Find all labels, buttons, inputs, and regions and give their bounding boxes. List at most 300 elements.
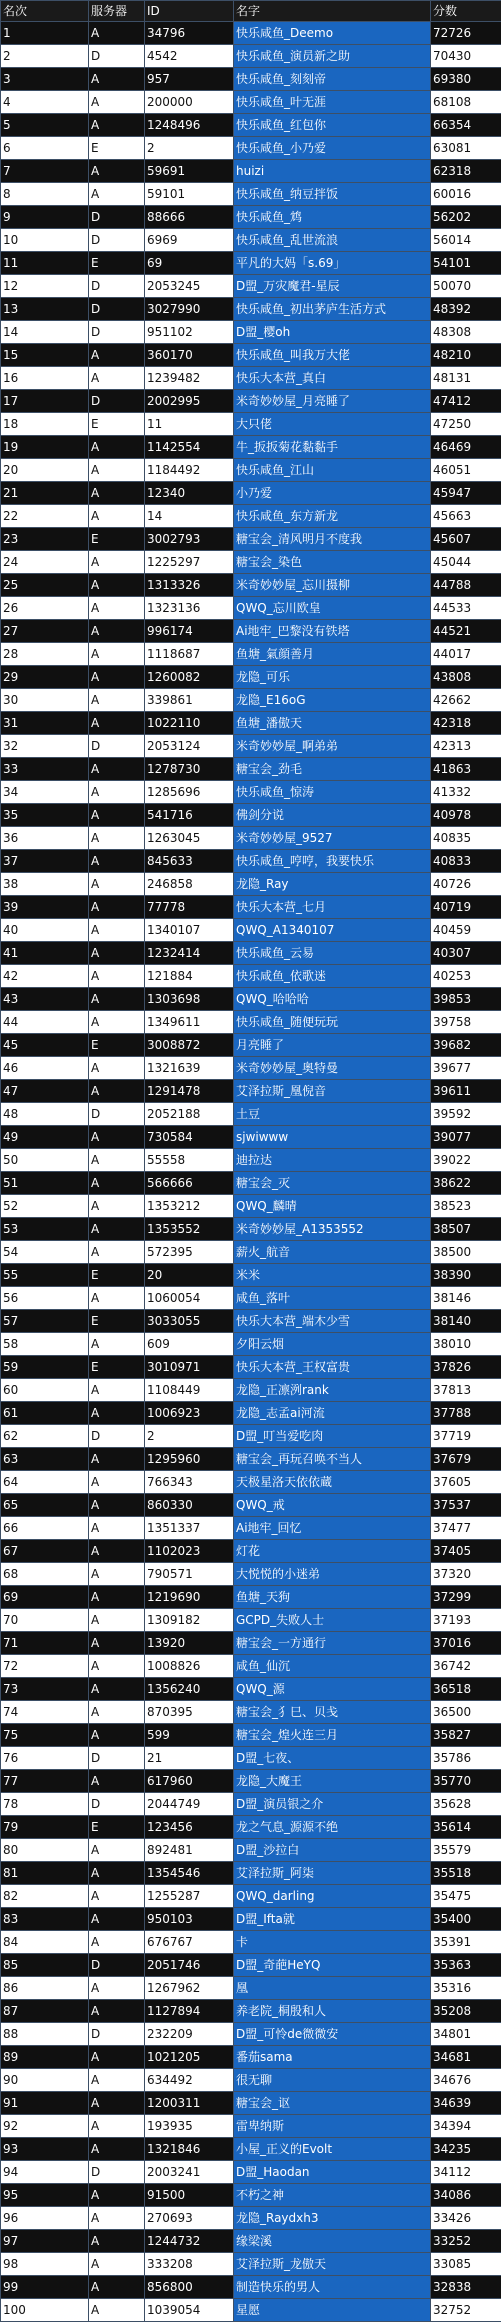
table-row bbox=[1, 2161, 501, 2184]
id-cell: 246858 bbox=[145, 873, 234, 896]
server-cell: A bbox=[89, 183, 145, 206]
score-cell: 34394 bbox=[431, 2115, 501, 2138]
table-row bbox=[1, 758, 501, 781]
rank-cell: 9 bbox=[1, 206, 89, 229]
score-cell: 40835 bbox=[431, 827, 501, 850]
id-cell: 1039054 bbox=[145, 2299, 234, 2322]
rank-cell: 97 bbox=[1, 2230, 89, 2253]
id-cell: 609 bbox=[145, 1333, 234, 1356]
header-name: 名字 bbox=[234, 1, 431, 22]
id-cell: 77778 bbox=[145, 896, 234, 919]
score-cell: 38523 bbox=[431, 1195, 501, 1218]
score-cell: 38507 bbox=[431, 1218, 501, 1241]
name-cell: Ai地牢_回忆 bbox=[234, 1517, 431, 1540]
rank-cell: 79 bbox=[1, 1816, 89, 1839]
score-cell: 35786 bbox=[431, 1747, 501, 1770]
id-cell: 3008872 bbox=[145, 1034, 234, 1057]
id-cell: 12340 bbox=[145, 482, 234, 505]
name-cell: 艾泽拉斯_阿柒 bbox=[234, 1862, 431, 1885]
rank-cell: 12 bbox=[1, 275, 89, 298]
score-cell: 34112 bbox=[431, 2161, 501, 2184]
rank-cell: 32 bbox=[1, 735, 89, 758]
id-cell: 1108449 bbox=[145, 1379, 234, 1402]
rank-cell: 6 bbox=[1, 137, 89, 160]
score-cell: 47412 bbox=[431, 390, 501, 413]
name-cell: 龙隐_大魔王 bbox=[234, 1770, 431, 1793]
table-row bbox=[1, 942, 501, 965]
score-cell: 37826 bbox=[431, 1356, 501, 1379]
rank-cell: 22 bbox=[1, 505, 89, 528]
name-cell: 快乐咸鱼_鸩 bbox=[234, 206, 431, 229]
id-cell: 1353212 bbox=[145, 1195, 234, 1218]
table-row bbox=[1, 712, 501, 735]
table-row bbox=[1, 1402, 501, 1425]
table-row bbox=[1, 827, 501, 850]
id-cell: 13920 bbox=[145, 1632, 234, 1655]
rank-cell: 80 bbox=[1, 1839, 89, 1862]
server-cell: A bbox=[89, 1724, 145, 1747]
rank-cell: 29 bbox=[1, 666, 89, 689]
id-cell: 1118687 bbox=[145, 643, 234, 666]
server-cell: A bbox=[89, 873, 145, 896]
server-cell: A bbox=[89, 1678, 145, 1701]
server-cell: A bbox=[89, 1931, 145, 1954]
score-cell: 37605 bbox=[431, 1471, 501, 1494]
table-row bbox=[1, 850, 501, 873]
rank-cell: 38 bbox=[1, 873, 89, 896]
score-cell: 37016 bbox=[431, 1632, 501, 1655]
score-cell: 39677 bbox=[431, 1057, 501, 1080]
id-cell: 2052188 bbox=[145, 1103, 234, 1126]
name-cell: 星愿 bbox=[234, 2299, 431, 2322]
id-cell: 193935 bbox=[145, 2115, 234, 2138]
rank-cell: 93 bbox=[1, 2138, 89, 2161]
rank-cell: 71 bbox=[1, 1632, 89, 1655]
id-cell: 1184492 bbox=[145, 459, 234, 482]
name-cell: 很无聊 bbox=[234, 2069, 431, 2092]
score-cell: 38390 bbox=[431, 1264, 501, 1287]
table-row bbox=[1, 1034, 501, 1057]
rank-cell: 64 bbox=[1, 1471, 89, 1494]
table-row bbox=[1, 275, 501, 298]
id-cell: 2003241 bbox=[145, 2161, 234, 2184]
name-cell: QWQ_A1340107 bbox=[234, 919, 431, 942]
table-row bbox=[1, 2115, 501, 2138]
id-cell: 1142554 bbox=[145, 436, 234, 459]
rank-cell: 21 bbox=[1, 482, 89, 505]
name-cell: 快乐咸鱼_乱世流浪 bbox=[234, 229, 431, 252]
name-cell: 米奇妙妙屋_9527 bbox=[234, 827, 431, 850]
table-row bbox=[1, 1494, 501, 1517]
score-cell: 40726 bbox=[431, 873, 501, 896]
id-cell: 1291478 bbox=[145, 1080, 234, 1103]
name-cell: D盟_叮当爱吃肉 bbox=[234, 1425, 431, 1448]
rank-cell: 51 bbox=[1, 1172, 89, 1195]
server-cell: A bbox=[89, 919, 145, 942]
id-cell: 88666 bbox=[145, 206, 234, 229]
table-row bbox=[1, 1540, 501, 1563]
server-cell: A bbox=[89, 574, 145, 597]
table-row bbox=[1, 1701, 501, 1724]
name-cell: 糖宝会_灭 bbox=[234, 1172, 431, 1195]
server-cell: D bbox=[89, 321, 145, 344]
id-cell: 1309182 bbox=[145, 1609, 234, 1632]
server-cell: A bbox=[89, 114, 145, 137]
id-cell: 766343 bbox=[145, 1471, 234, 1494]
rank-cell: 35 bbox=[1, 804, 89, 827]
rank-cell: 90 bbox=[1, 2069, 89, 2092]
score-cell: 40719 bbox=[431, 896, 501, 919]
id-cell: 3010971 bbox=[145, 1356, 234, 1379]
server-cell: E bbox=[89, 1264, 145, 1287]
table-row bbox=[1, 1356, 501, 1379]
id-cell: 730584 bbox=[145, 1126, 234, 1149]
server-cell: A bbox=[89, 1333, 145, 1356]
rank-cell: 1 bbox=[1, 22, 89, 45]
score-cell: 36518 bbox=[431, 1678, 501, 1701]
server-cell: A bbox=[89, 689, 145, 712]
name-cell: D盟_樱oh bbox=[234, 321, 431, 344]
table-row bbox=[1, 206, 501, 229]
server-cell: A bbox=[89, 2138, 145, 2161]
server-cell: E bbox=[89, 413, 145, 436]
score-cell: 38010 bbox=[431, 1333, 501, 1356]
table-row bbox=[1, 1103, 501, 1126]
score-cell: 41332 bbox=[431, 781, 501, 804]
table-row bbox=[1, 390, 501, 413]
name-cell: 夕阳云烟 bbox=[234, 1333, 431, 1356]
rank-cell: 54 bbox=[1, 1241, 89, 1264]
id-cell: 1349611 bbox=[145, 1011, 234, 1034]
server-cell: A bbox=[89, 1977, 145, 2000]
id-cell: 59691 bbox=[145, 160, 234, 183]
score-cell: 35391 bbox=[431, 1931, 501, 1954]
rank-cell: 98 bbox=[1, 2253, 89, 2276]
id-cell: 2044749 bbox=[145, 1793, 234, 1816]
id-cell: 1239482 bbox=[145, 367, 234, 390]
server-cell: A bbox=[89, 2092, 145, 2115]
id-cell: 1356240 bbox=[145, 1678, 234, 1701]
table-row bbox=[1, 1172, 501, 1195]
id-cell: 6969 bbox=[145, 229, 234, 252]
name-cell: 快乐咸鱼_红包你 bbox=[234, 114, 431, 137]
id-cell: 20 bbox=[145, 1264, 234, 1287]
score-cell: 50070 bbox=[431, 275, 501, 298]
score-cell: 48392 bbox=[431, 298, 501, 321]
score-cell: 68108 bbox=[431, 91, 501, 114]
name-cell: 米奇妙妙屋_啊弟弟 bbox=[234, 735, 431, 758]
rank-cell: 74 bbox=[1, 1701, 89, 1724]
table-row bbox=[1, 1609, 501, 1632]
name-cell: 番茄sama bbox=[234, 2046, 431, 2069]
table-row bbox=[1, 1954, 501, 1977]
score-cell: 35614 bbox=[431, 1816, 501, 1839]
score-cell: 45663 bbox=[431, 505, 501, 528]
rank-cell: 24 bbox=[1, 551, 89, 574]
server-cell: A bbox=[89, 1632, 145, 1655]
id-cell: 950103 bbox=[145, 1908, 234, 1931]
rank-cell: 27 bbox=[1, 620, 89, 643]
name-cell: 糖宝会_犭巳、贝戋 bbox=[234, 1701, 431, 1724]
name-cell: 快乐咸鱼_依歌迷 bbox=[234, 965, 431, 988]
name-cell: QWQ_麟晴 bbox=[234, 1195, 431, 1218]
table-row bbox=[1, 367, 501, 390]
server-cell: A bbox=[89, 1770, 145, 1793]
server-cell: A bbox=[89, 988, 145, 1011]
rank-cell: 99 bbox=[1, 2276, 89, 2299]
score-cell: 44017 bbox=[431, 643, 501, 666]
id-cell: 892481 bbox=[145, 1839, 234, 1862]
rank-cell: 42 bbox=[1, 965, 89, 988]
name-cell: 快乐咸鱼_随便玩玩 bbox=[234, 1011, 431, 1034]
server-cell: A bbox=[89, 850, 145, 873]
name-cell: QWQ_戒 bbox=[234, 1494, 431, 1517]
id-cell: 1248496 bbox=[145, 114, 234, 137]
id-cell: 1244732 bbox=[145, 2230, 234, 2253]
name-cell: 咸鱼_仙沉 bbox=[234, 1655, 431, 1678]
score-cell: 34086 bbox=[431, 2184, 501, 2207]
id-cell: 676767 bbox=[145, 1931, 234, 1954]
rank-cell: 48 bbox=[1, 1103, 89, 1126]
rank-cell: 94 bbox=[1, 2161, 89, 2184]
rank-cell: 92 bbox=[1, 2115, 89, 2138]
score-cell: 39592 bbox=[431, 1103, 501, 1126]
server-cell: A bbox=[89, 2299, 145, 2322]
id-cell: 790571 bbox=[145, 1563, 234, 1586]
score-cell: 47250 bbox=[431, 413, 501, 436]
name-cell: 快乐咸鱼_东方新龙 bbox=[234, 505, 431, 528]
id-cell: 951102 bbox=[145, 321, 234, 344]
score-cell: 60016 bbox=[431, 183, 501, 206]
server-cell: A bbox=[89, 1517, 145, 1540]
table-row bbox=[1, 1218, 501, 1241]
id-cell: 1313326 bbox=[145, 574, 234, 597]
server-cell: A bbox=[89, 482, 145, 505]
rank-cell: 26 bbox=[1, 597, 89, 620]
id-cell: 3033055 bbox=[145, 1310, 234, 1333]
score-cell: 37320 bbox=[431, 1563, 501, 1586]
table-row bbox=[1, 68, 501, 91]
rank-cell: 50 bbox=[1, 1149, 89, 1172]
table-row bbox=[1, 1908, 501, 1931]
id-cell: 1060054 bbox=[145, 1287, 234, 1310]
id-cell: 59101 bbox=[145, 183, 234, 206]
id-cell: 566666 bbox=[145, 1172, 234, 1195]
name-cell: 小乃爱 bbox=[234, 482, 431, 505]
table-row bbox=[1, 2092, 501, 2115]
table-row bbox=[1, 1724, 501, 1747]
score-cell: 34639 bbox=[431, 2092, 501, 2115]
table-row bbox=[1, 413, 501, 436]
score-cell: 35827 bbox=[431, 1724, 501, 1747]
name-cell: 糖宝会_煌火连三月 bbox=[234, 1724, 431, 1747]
table-row bbox=[1, 505, 501, 528]
name-cell: 龙隐_正凛洌rank bbox=[234, 1379, 431, 1402]
rank-cell: 77 bbox=[1, 1770, 89, 1793]
table-row bbox=[1, 1126, 501, 1149]
rank-cell: 45 bbox=[1, 1034, 89, 1057]
id-cell: 121884 bbox=[145, 965, 234, 988]
id-cell: 860330 bbox=[145, 1494, 234, 1517]
score-cell: 40459 bbox=[431, 919, 501, 942]
name-cell: 快乐咸鱼_叶无涯 bbox=[234, 91, 431, 114]
name-cell: 雷卑纳斯 bbox=[234, 2115, 431, 2138]
rank-cell: 8 bbox=[1, 183, 89, 206]
table-row bbox=[1, 988, 501, 1011]
name-cell: 快乐大本营_端木少雪 bbox=[234, 1310, 431, 1333]
table-row bbox=[1, 1310, 501, 1333]
table-row bbox=[1, 1885, 501, 1908]
rank-cell: 7 bbox=[1, 160, 89, 183]
score-cell: 39682 bbox=[431, 1034, 501, 1057]
name-cell: 牛_扳扳菊花黏黏手 bbox=[234, 436, 431, 459]
rank-cell: 15 bbox=[1, 344, 89, 367]
server-cell: A bbox=[89, 344, 145, 367]
rank-cell: 5 bbox=[1, 114, 89, 137]
name-cell: 灯花 bbox=[234, 1540, 431, 1563]
id-cell: 1263045 bbox=[145, 827, 234, 850]
server-cell: E bbox=[89, 1310, 145, 1333]
score-cell: 44788 bbox=[431, 574, 501, 597]
rank-cell: 16 bbox=[1, 367, 89, 390]
table-row bbox=[1, 2276, 501, 2299]
score-cell: 70430 bbox=[431, 45, 501, 68]
table-row bbox=[1, 1241, 501, 1264]
table-row bbox=[1, 965, 501, 988]
server-cell: A bbox=[89, 597, 145, 620]
score-cell: 56202 bbox=[431, 206, 501, 229]
table-row bbox=[1, 1379, 501, 1402]
score-cell: 35579 bbox=[431, 1839, 501, 1862]
id-cell: 1260082 bbox=[145, 666, 234, 689]
score-cell: 48131 bbox=[431, 367, 501, 390]
server-cell: A bbox=[89, 781, 145, 804]
id-cell: 360170 bbox=[145, 344, 234, 367]
id-cell: 1127894 bbox=[145, 2000, 234, 2023]
name-cell: D盟_演员银之介 bbox=[234, 1793, 431, 1816]
name-cell: QWQ_忘川欧皇 bbox=[234, 597, 431, 620]
score-cell: 35208 bbox=[431, 2000, 501, 2023]
header-rank: 名次 bbox=[1, 1, 89, 22]
name-cell: 快乐大本营_七月 bbox=[234, 896, 431, 919]
score-cell: 37788 bbox=[431, 1402, 501, 1425]
rank-cell: 43 bbox=[1, 988, 89, 1011]
id-cell: 3002793 bbox=[145, 528, 234, 551]
table-row bbox=[1, 22, 501, 45]
score-cell: 42318 bbox=[431, 712, 501, 735]
server-cell: A bbox=[89, 1586, 145, 1609]
name-cell: 龙隐_Raydxh3 bbox=[234, 2207, 431, 2230]
name-cell: 快乐大本营_真白 bbox=[234, 367, 431, 390]
score-cell: 35363 bbox=[431, 1954, 501, 1977]
id-cell: 2053245 bbox=[145, 275, 234, 298]
id-cell: 69 bbox=[145, 252, 234, 275]
table-row bbox=[1, 597, 501, 620]
table-row bbox=[1, 643, 501, 666]
server-cell: A bbox=[89, 22, 145, 45]
table-row bbox=[1, 482, 501, 505]
table-row bbox=[1, 781, 501, 804]
server-cell: A bbox=[89, 367, 145, 390]
score-cell: 39853 bbox=[431, 988, 501, 1011]
score-cell: 56014 bbox=[431, 229, 501, 252]
rank-cell: 13 bbox=[1, 298, 89, 321]
score-cell: 44521 bbox=[431, 620, 501, 643]
score-cell: 43808 bbox=[431, 666, 501, 689]
server-cell: A bbox=[89, 1701, 145, 1724]
server-cell: A bbox=[89, 666, 145, 689]
id-cell: 2002995 bbox=[145, 390, 234, 413]
server-cell: A bbox=[89, 2184, 145, 2207]
name-cell: 糖宝会_清风明月不度我 bbox=[234, 528, 431, 551]
server-cell: D bbox=[89, 45, 145, 68]
id-cell: 1200311 bbox=[145, 2092, 234, 2115]
server-cell: A bbox=[89, 2115, 145, 2138]
name-cell: D盟_可怜de微微安 bbox=[234, 2023, 431, 2046]
name-cell: D盟_Ifta就 bbox=[234, 1908, 431, 1931]
id-cell: 1008826 bbox=[145, 1655, 234, 1678]
server-cell: D bbox=[89, 206, 145, 229]
id-cell: 845633 bbox=[145, 850, 234, 873]
id-cell: 1267962 bbox=[145, 1977, 234, 2000]
server-cell: A bbox=[89, 643, 145, 666]
table-row bbox=[1, 91, 501, 114]
score-cell: 35400 bbox=[431, 1908, 501, 1931]
name-cell: QWQ_源 bbox=[234, 1678, 431, 1701]
id-cell: 14 bbox=[145, 505, 234, 528]
rank-cell: 72 bbox=[1, 1655, 89, 1678]
score-cell: 37405 bbox=[431, 1540, 501, 1563]
table-row bbox=[1, 183, 501, 206]
table-row bbox=[1, 735, 501, 758]
name-cell: 迪拉达 bbox=[234, 1149, 431, 1172]
name-cell: 大悦悦的小迷弟 bbox=[234, 1563, 431, 1586]
rank-cell: 96 bbox=[1, 2207, 89, 2230]
score-cell: 69380 bbox=[431, 68, 501, 91]
id-cell: 1303698 bbox=[145, 988, 234, 1011]
rank-cell: 14 bbox=[1, 321, 89, 344]
id-cell: 339861 bbox=[145, 689, 234, 712]
table-row bbox=[1, 1333, 501, 1356]
score-cell: 36500 bbox=[431, 1701, 501, 1724]
id-cell: 1354546 bbox=[145, 1862, 234, 1885]
table-row bbox=[1, 873, 501, 896]
score-cell: 42662 bbox=[431, 689, 501, 712]
server-cell: A bbox=[89, 896, 145, 919]
rank-cell: 11 bbox=[1, 252, 89, 275]
server-cell: A bbox=[89, 1057, 145, 1080]
score-cell: 45607 bbox=[431, 528, 501, 551]
name-cell: 大只佬 bbox=[234, 413, 431, 436]
server-cell: A bbox=[89, 1195, 145, 1218]
rank-cell: 39 bbox=[1, 896, 89, 919]
table-row bbox=[1, 1655, 501, 1678]
server-cell: D bbox=[89, 1793, 145, 1816]
table-row bbox=[1, 896, 501, 919]
rank-cell: 44 bbox=[1, 1011, 89, 1034]
rank-cell: 68 bbox=[1, 1563, 89, 1586]
id-cell: 856800 bbox=[145, 2276, 234, 2299]
name-cell: 鱼塘_潘傲天 bbox=[234, 712, 431, 735]
id-cell: 2 bbox=[145, 137, 234, 160]
score-cell: 35518 bbox=[431, 1862, 501, 1885]
name-cell: 鱼塘_天狗 bbox=[234, 1586, 431, 1609]
id-cell: 1006923 bbox=[145, 1402, 234, 1425]
server-cell: E bbox=[89, 1816, 145, 1839]
rank-cell: 91 bbox=[1, 2092, 89, 2115]
rank-cell: 49 bbox=[1, 1126, 89, 1149]
server-cell: A bbox=[89, 1218, 145, 1241]
